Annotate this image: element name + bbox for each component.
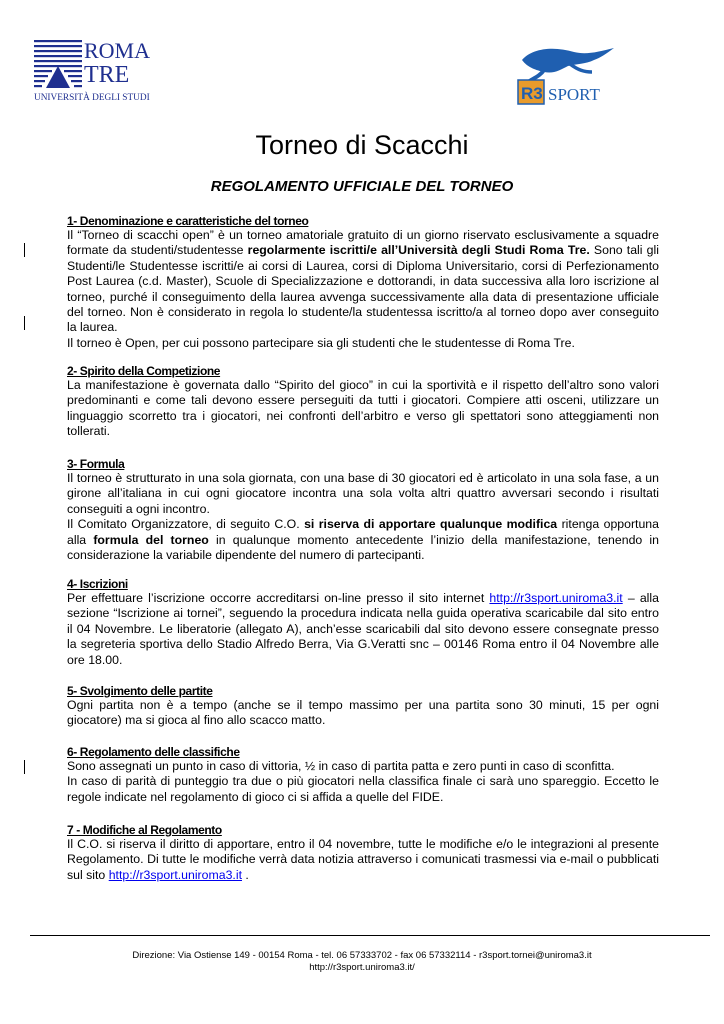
- section-paragraph: Ogni partita non è a tempo (anche se il tempo massimo per una partita sono 30 minuti, 15 per ogni giocatore) ma si gioca al fino allo scacco matto.: [67, 698, 659, 728]
- revision-bar: [24, 316, 25, 330]
- roma-tre-logo: [32, 36, 156, 106]
- section-paragraph: Il “Torneo di scacchi open” è un torneo amatoriale gratuito di un giorno riservato esclusivamente a squadre formate da studenti/studentesse regolarmente iscritti/e all’Università degli Studi Roma Tre. Sono tali gli Studenti/le Studentesse iscritti/e ai corsi di Laurea, corsi di Diploma Universitario, corsi di Perfezionamento Post Laurea (c.d. Master), Scuole di Specializzazione e dottorandi, in data successiva alla loro iscrizione al torneo, purché il conseguimento della laurea avvenga successivamente alla data di presentazione ufficiale del torneo. Non è considerato in regola lo studente/la studentessa iscritto/a al torneo dopo aver conseguito la laurea.: [67, 228, 659, 335]
- section-paragraph: In caso di parità di punteggio tra due o più giocatori nella classifica finale ci sarà uno spareggio. Eccetto le regole indicate nel regolamento di gioco ci si affida a quelle del FIDE.: [67, 774, 659, 804]
- footer-address: Direzione: Via Ostiense 149 - 00154 Roma - tel. 06 57333702 - fax 06 57332114 - r3sport.tornei@uniroma3.it: [132, 950, 592, 961]
- section-3: [67, 457, 659, 563]
- section-paragraph: Il torneo è strutturato in una sola giornata, con una base di 30 giocatori ed è articolato in una sola fase, a un girone all’italiana in cui ogni giocatore incontra una sola volta altri quattro avversari secondo i risultati conseguiti a ogni incontro.: [67, 471, 659, 516]
- logo-text-tre: TRE: [84, 62, 130, 88]
- section-paragraph: Per effettuare l’iscrizione occorre accreditarsi on-line presso il sito internet http://r3sport.uniroma3.it – alla sezione “Iscrizione ai tornei”, seguendo la procedura indicata nella guida operativa scaricabile dal sito entro il 04 Novembre. Le liberatorie (allegato A), anch’esse scaricabili dal sito devono essere consegnate presso la segreteria sportiva dello Stadio Alfredo Berra, Via G.Veratti snc – 00146 Roma entro il 04 Novembre alle ore 18.00.: [67, 591, 659, 667]
- section-heading: 2- Spirito della Competizione: [67, 364, 221, 378]
- section-4: [67, 577, 659, 668]
- section-paragraph: Il torneo è Open, per cui possono partecipare sia gli studenti che le studentesse di Roma Tre.: [67, 335, 575, 350]
- r3sport-link[interactable]: http://r3sport.uniroma3.it: [489, 591, 623, 605]
- section-5: [67, 684, 659, 729]
- revision-bar: [24, 243, 25, 257]
- logo-text-sport: SPORT: [548, 85, 600, 104]
- section-heading: 5- Svolgimento delle partite: [67, 684, 213, 698]
- section-7: [67, 823, 659, 883]
- document-title: Torneo di Scacchi: [255, 130, 469, 160]
- section-heading: 4- Iscrizioni: [67, 577, 128, 591]
- section-paragraph: Il C.O. si riserva il diritto di apportare, entro il 04 novembre, tutte le modifiche e/o le integrazioni al presente Regolamento. Di tutte le modifiche verrà data notizia attraverso i comunicati trasmessi via e-mail o pubblicati sul sito http://r3sport.uniroma3.it .: [67, 837, 659, 882]
- section-heading: 1- Denominazione e caratteristiche del torneo: [67, 214, 309, 228]
- section-6: [67, 745, 659, 805]
- footer-divider: [30, 935, 710, 936]
- document-subtitle: REGOLAMENTO UFFICIALE DEL TORNEO: [210, 178, 514, 195]
- section-1: [67, 214, 659, 351]
- section-heading: 6- Regolamento delle classifiche: [67, 745, 240, 759]
- section-heading: 3- Formula: [67, 457, 125, 471]
- logo-text-r3: R3: [521, 84, 543, 103]
- section-paragraph: Sono assegnati un punto in caso di vittoria, ½ in caso di partita patta e zero punti in caso di sconfitta.: [67, 759, 615, 773]
- logo-text-universita: UNIVERSITÀ DEGLI STUDI: [34, 93, 150, 103]
- section-heading: 7 - Modifiche al Regolamento: [67, 823, 222, 837]
- r3sport-link[interactable]: http://r3sport.uniroma3.it: [108, 867, 242, 882]
- r3-sport-logo: [514, 42, 620, 108]
- revision-bar: [24, 760, 25, 774]
- section-paragraph: La manifestazione è governata dallo “Spirito del gioco” in cui la sportività e il rispetto dell’altro sono valori predominanti e come tali devono essere perseguiti da tutti i giocatori. Compiere atti osceni, utilizzare un linguaggio scorretto tra i giocatori, nei confronti dell’arbitro e verso gli spettatori sono atteggiamenti non tollerati.: [67, 378, 659, 439]
- section-paragraph: Il Comitato Organizzatore, di seguito C.O. si riserva di apportare qualunque modifica ritenga opportuna alla formula del torneo in qualunque momento antecedente l’inizio della manifestazione, tenendo in considerazione la variabile dipendente del numero di partecipanti.: [67, 517, 659, 563]
- footer-url: http://r3sport.uniroma3.it/: [309, 962, 415, 973]
- logo-text-roma: ROMA: [84, 38, 151, 63]
- section-2: [67, 364, 659, 440]
